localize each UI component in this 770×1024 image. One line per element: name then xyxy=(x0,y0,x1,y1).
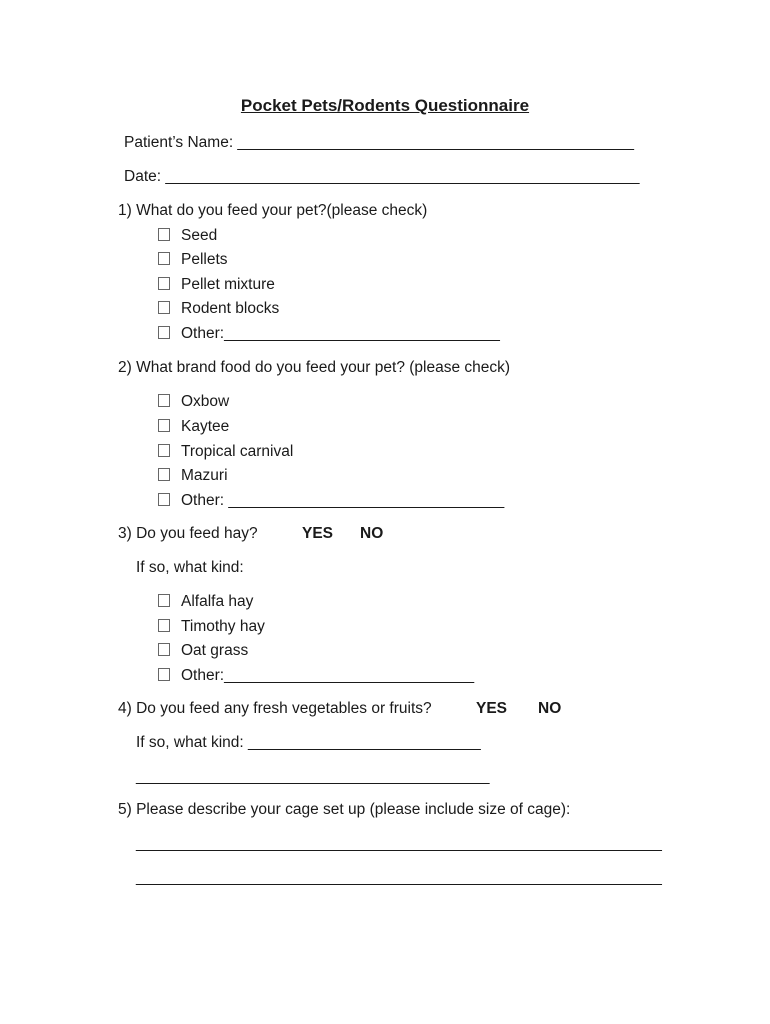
checkbox-icon[interactable] xyxy=(158,468,170,481)
q4-yes[interactable]: YES xyxy=(476,700,508,717)
q4-followup-field[interactable]: If so, what kind: ___________________________ xyxy=(136,734,481,751)
q2-option-oxbow[interactable]: Oxbow xyxy=(158,392,229,412)
question-3: 3) Do you feed hay? xyxy=(118,525,258,542)
q5-blank-line-1[interactable]: _____________________________________________________________ xyxy=(136,835,662,852)
question-1: 1) What do you feed your pet?(please check) xyxy=(118,202,428,219)
q2-option-other[interactable]: Other: ________________________________ xyxy=(158,491,504,511)
checkbox-icon[interactable] xyxy=(158,643,170,656)
question-4: 4) Do you feed any fresh vegetables or fruits? xyxy=(118,700,432,717)
q3-option-timothy-hay[interactable]: Timothy hay xyxy=(158,617,265,637)
q5-blank-line-2[interactable]: _____________________________________________________________ xyxy=(136,869,662,886)
checkbox-icon[interactable] xyxy=(158,619,170,632)
q1-option-pellets[interactable]: Pellets xyxy=(158,250,228,270)
checkbox-icon[interactable] xyxy=(158,419,170,432)
q3-followup: If so, what kind: xyxy=(136,559,244,576)
question-2: 2) What brand food do you feed your pet? (please check) xyxy=(118,359,511,376)
q2-option-mazuri[interactable]: Mazuri xyxy=(158,466,228,486)
q4-no[interactable]: NO xyxy=(538,700,562,717)
checkbox-icon[interactable] xyxy=(158,277,170,290)
q2-option-kaytee[interactable]: Kaytee xyxy=(158,417,229,437)
checkbox-icon[interactable] xyxy=(158,594,170,607)
q3-yes[interactable]: YES xyxy=(302,525,334,542)
patient-name-field[interactable]: Patient’s Name: ______________________________________________ xyxy=(124,134,634,151)
checkbox-icon[interactable] xyxy=(158,252,170,265)
q3-option-oat-grass[interactable]: Oat grass xyxy=(158,641,248,661)
q4-blank-line[interactable]: _________________________________________ xyxy=(136,768,490,785)
checkbox-icon[interactable] xyxy=(158,444,170,457)
checkbox-icon[interactable] xyxy=(158,394,170,407)
q1-option-rodent-blocks[interactable]: Rodent blocks xyxy=(158,299,279,319)
q1-option-seed[interactable]: Seed xyxy=(158,226,217,246)
checkbox-icon[interactable] xyxy=(158,493,170,506)
q3-option-alfalfa-hay[interactable]: Alfalfa hay xyxy=(158,592,253,612)
question-5: 5) Please describe your cage set up (please include size of cage): xyxy=(118,801,571,818)
q1-option-other[interactable]: Other:________________________________ xyxy=(158,324,500,344)
checkbox-icon[interactable] xyxy=(158,326,170,339)
checkbox-icon[interactable] xyxy=(158,301,170,314)
checkbox-icon[interactable] xyxy=(158,228,170,241)
q3-option-other[interactable]: Other:_____________________________ xyxy=(158,666,474,686)
page-title: Pocket Pets/Rodents Questionnaire xyxy=(240,96,530,115)
q2-option-tropical-carnival[interactable]: Tropical carnival xyxy=(158,442,293,462)
q3-no[interactable]: NO xyxy=(360,525,384,542)
q1-option-pellet-mixture[interactable]: Pellet mixture xyxy=(158,275,275,295)
checkbox-icon[interactable] xyxy=(158,668,170,681)
date-field[interactable]: Date: _______________________________________________________ xyxy=(124,168,640,185)
